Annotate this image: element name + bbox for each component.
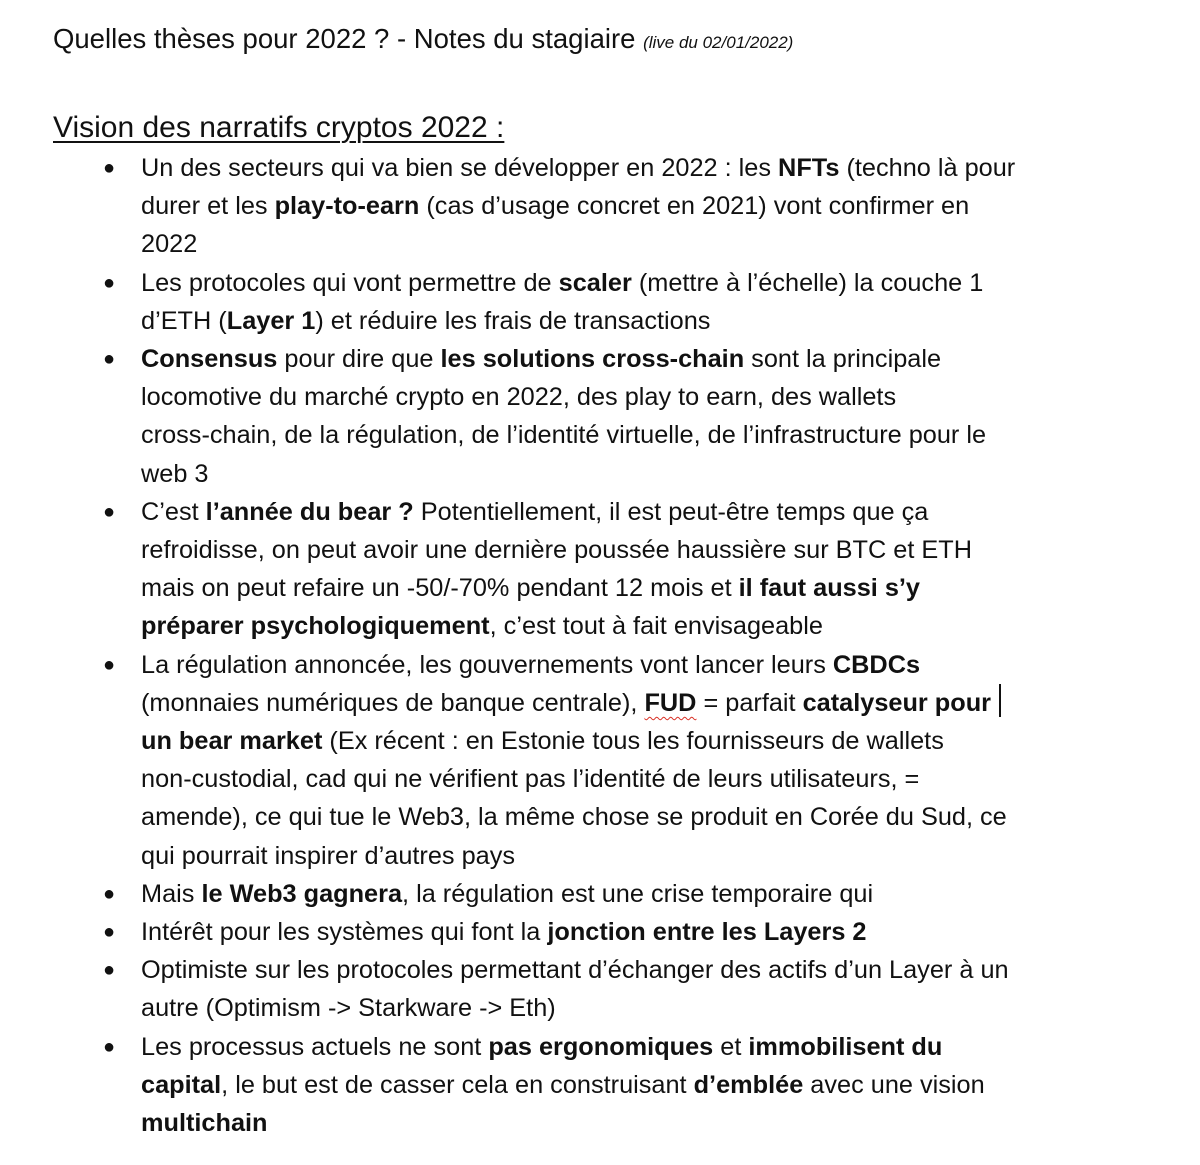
bullet-item [0, 340, 1200, 493]
bullet-line [141, 225, 1160, 263]
bold-text: Layer 1 [226, 306, 316, 335]
bullet-line [141, 798, 1160, 836]
title-text: Quelles thèses pour 2022 ? - Notes du stagiaire [53, 23, 636, 54]
text-segment: (Ex récent : en Estonie tous les fournisseurs de wallets [322, 727, 944, 756]
bold-text: le Web3 gagnera [201, 879, 403, 908]
text-segment: cross-chain, de la régulation, de l’identité virtuelle, de l’infrastructure pour le [141, 421, 987, 450]
title-subtitle: (live du 02/01/2022) [643, 33, 794, 52]
text-segment: Intérêt pour les systèmes qui font la [141, 918, 548, 947]
bullet-item [0, 1028, 1200, 1143]
bullet-line [141, 875, 1160, 913]
text-segment: C’est [141, 497, 206, 526]
text-segment: 2022 [141, 230, 198, 259]
bullet-line [141, 1066, 1160, 1104]
text-segment: autre (Optimism -> Starkware -> Eth) [141, 994, 556, 1023]
text-segment: amende), ce qui tue le Web3, la même chose se produit en Corée du Sud, ce [141, 803, 1007, 832]
text-segment: avec une vision [803, 1070, 985, 1099]
text-segment: Potentiellement, il est peut-être temps que ça [413, 497, 929, 526]
bold-text: préparer psychologiquement [141, 612, 490, 641]
text-segment: (mettre à l’échelle) la couche 1 [631, 268, 984, 297]
bold-text: multichain [141, 1109, 268, 1138]
bullet-line [141, 1104, 1160, 1142]
text-segment: Un des secteurs qui va bien se développer en 2022 : les [141, 154, 779, 182]
bold-text: l’année du bear ? [205, 497, 414, 526]
bullet-line [141, 951, 1160, 989]
text-segment: et [713, 1032, 749, 1061]
text-segment: d’ETH ( [141, 306, 227, 335]
bold-text: d’emblée [693, 1070, 804, 1099]
bullet-line [141, 187, 1160, 225]
text-segment: (monnaies numériques de banque centrale), [141, 688, 645, 717]
bullet-line [141, 760, 1160, 798]
bold-text: Consensus [141, 345, 278, 374]
text-segment: locomotive du marché crypto en 2022, des play to earn, des wallets [141, 383, 897, 412]
bullet-item [0, 264, 1200, 340]
bullet-marker-icon: ● [103, 959, 116, 982]
bullet-marker-icon: ● [103, 1035, 116, 1058]
text-cursor [999, 684, 1001, 717]
bullet-list [0, 149, 1200, 1142]
bullet-line [141, 340, 1160, 378]
bullet-marker-icon: ● [103, 500, 116, 523]
bold-text: pas ergonomiques [488, 1032, 714, 1061]
bold-text: il faut aussi s’y [738, 574, 921, 603]
bold-text: NFTs [778, 154, 840, 182]
bullet-line [141, 646, 1160, 684]
text-segment: qui pourrait inspirer d’autres pays [141, 841, 516, 870]
bullet-line [141, 149, 1160, 187]
bullet-item [0, 875, 1200, 913]
bullet-line [141, 989, 1160, 1027]
document-title [53, 19, 793, 63]
text-segment: , la régulation est une crise temporaire qui [402, 879, 874, 908]
bullet-item [0, 913, 1200, 951]
bullet-line [141, 416, 1160, 454]
text-segment: La régulation annoncée, les gouvernements vont lancer leurs [141, 650, 833, 679]
text-segment: non-custodial, cad qui ne vérifient pas l’identité de leurs utilisateurs, = [141, 765, 920, 794]
bullet-line [141, 302, 1160, 340]
bullet-marker-icon: ● [103, 348, 116, 371]
text-segment: mais on peut refaire un -50/-70% pendant 12 mois et [141, 574, 739, 603]
bullet-item [0, 493, 1200, 646]
text-segment: (techno là pour [839, 154, 1016, 182]
bold-text: catalyseur pour [802, 688, 992, 717]
bullet-line [141, 455, 1160, 493]
text-segment: , le but est de casser cela en construisant [221, 1070, 694, 1099]
bullet-line [141, 684, 1160, 722]
text-segment: sont la principale [744, 345, 942, 374]
spellcheck-flagged-word: FUD [644, 688, 697, 717]
bold-text: les solutions cross-chain [440, 345, 745, 374]
text-segment: refroidisse, on peut avoir une dernière poussée haussière sur BTC et ETH [141, 536, 973, 565]
bold-text: play-to-earn [274, 192, 420, 221]
bold-text: jonction entre les Layers 2 [547, 918, 867, 947]
bullet-marker-icon: ● [103, 882, 116, 905]
text-segment: Optimiste sur les protocoles permettant d’échanger des actifs d’un Layer à un [141, 956, 1009, 985]
bullet-marker-icon: ● [103, 157, 116, 179]
bold-text: un bear market [141, 727, 323, 756]
bullet-line [141, 607, 1160, 645]
bullet-marker-icon: ● [103, 653, 116, 676]
bullet-line [141, 264, 1160, 302]
bold-text: CBDCs [832, 650, 921, 679]
text-segment: Mais [141, 879, 202, 908]
bullet-line [141, 1028, 1160, 1066]
text-segment: pour dire que [277, 345, 441, 374]
bullet-line [141, 378, 1160, 416]
bold-text: scaler [558, 268, 632, 297]
text-segment: durer et les [141, 192, 275, 221]
bold-text: immobilisent du [748, 1032, 943, 1061]
text-segment: Les protocoles qui vont permettre de [141, 268, 559, 297]
bullet-line [141, 569, 1160, 607]
bullet-item [0, 646, 1200, 875]
bullet-marker-icon: ● [103, 271, 116, 294]
bold-text: capital [141, 1070, 222, 1099]
text-segment: , c’est tout à fait envisageable [489, 612, 823, 641]
text-segment: (cas d’usage concret en 2021) vont confirmer en [419, 192, 970, 221]
bullet-item [0, 951, 1200, 1027]
bullet-line [141, 837, 1160, 875]
text-segment: web 3 [141, 459, 209, 488]
section-heading: Vision des narratifs cryptos 2022 : [53, 111, 505, 144]
bullet-line [141, 493, 1160, 531]
text-segment: = parfait [696, 688, 803, 717]
bullet-line [141, 722, 1160, 760]
bullet-item [0, 149, 1200, 264]
bullet-line [141, 531, 1160, 569]
text-segment: ) et réduire les frais de transactions [315, 306, 711, 335]
bullet-marker-icon: ● [103, 921, 116, 944]
text-segment: Les processus actuels ne sont [141, 1032, 489, 1061]
bullet-line [141, 913, 1160, 951]
